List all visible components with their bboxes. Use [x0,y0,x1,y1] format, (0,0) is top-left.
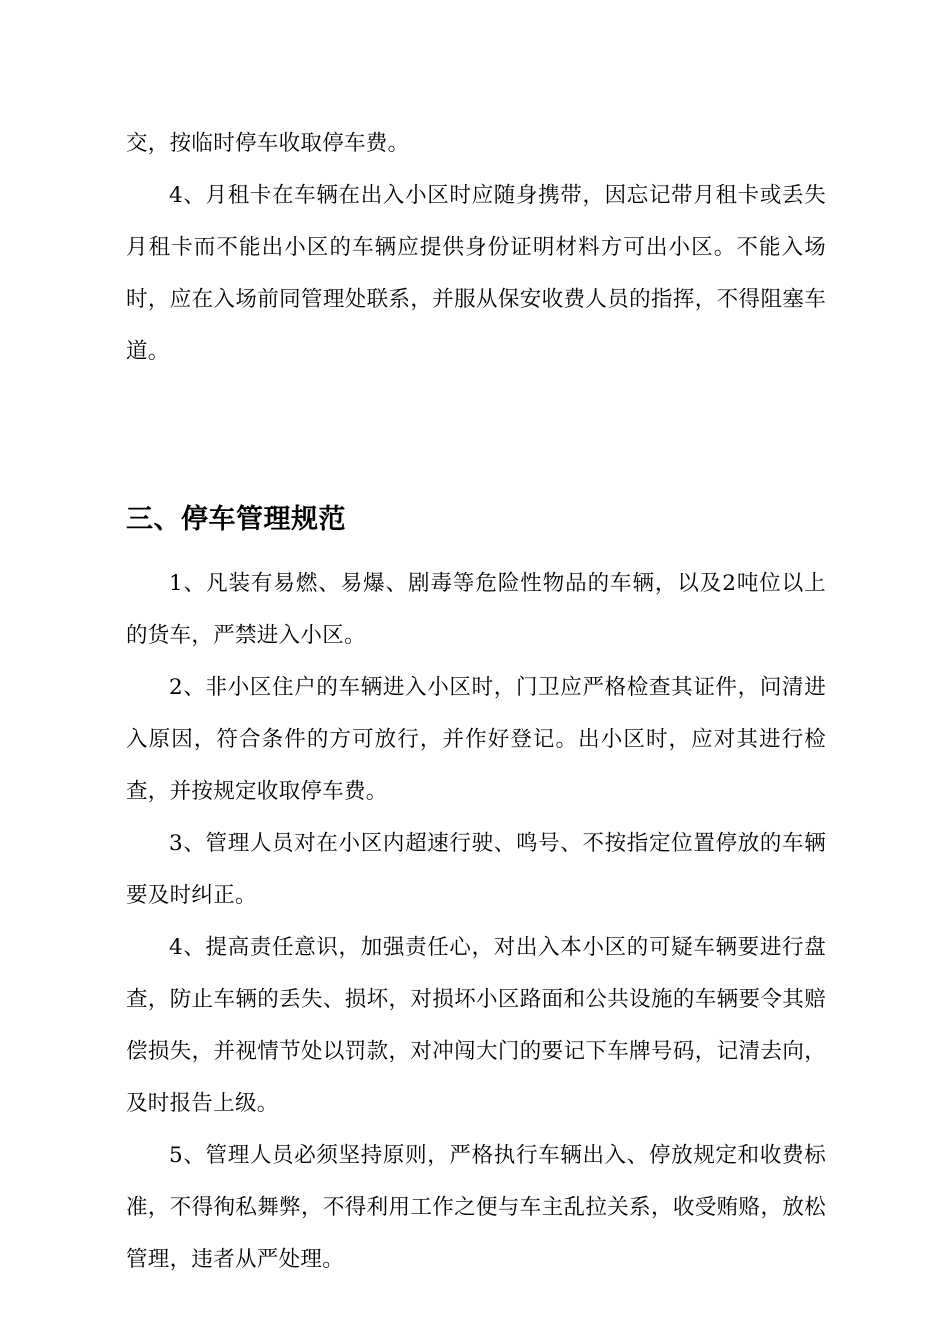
paragraph-section2-item-4: 4、月租卡在车辆在出入小区时应随身携带，因忘记带月租卡或丢失月租卡而不能出小区的车辆应提供身份证明材料方可出小区。不能入场时，应在入场前同管理处联系，并服从保安收费人员的指挥，不得阻塞车道。 [126,183,826,364]
document-body [126,118,826,1286]
paragraph-section3-item-5: 5、管理人员必须坚持原则，严格执行车辆出入、停放规定和收费标准，不得徇私舞弊，不得利用工作之便与车主乱拉关系，收受贿赂，放松管理，违者从严处理。 [126,1143,826,1272]
section-gap [126,378,826,482]
paragraph-section3-item-2: 2、非小区住户的车辆进入小区时，门卫应严格检查其证件，问清进入原因，符合条件的方可放行，并作好登记。出小区时，应对其进行检查，并按规定收取停车费。 [126,675,826,804]
section-heading: 三、停车管理规范 [126,504,346,535]
paragraph-section3-item-1: 1、凡装有易燃、易爆、剧毒等危险性物品的车辆，以及2吨位以上的货车，严禁进入小区。 [126,571,826,648]
paragraph-section3-item-4: 4、提高责任意识，加强责任心，对出入本小区的可疑车辆要进行盘查，防止车辆的丢失、损坏，对损坏小区路面和公共设施的车辆要令其赔偿损失，并视情节处以罚款，对冲闯大门的要记下车牌号码，记清去向，及时报告上级。 [126,935,826,1116]
paragraph-continuation: 交，按临时停车收取停车费。 [126,131,410,156]
paragraph-section3-item-3: 3、管理人员对在小区内超速行驶、鸣号、不按指定位置停放的车辆要及时纠正。 [126,831,826,908]
